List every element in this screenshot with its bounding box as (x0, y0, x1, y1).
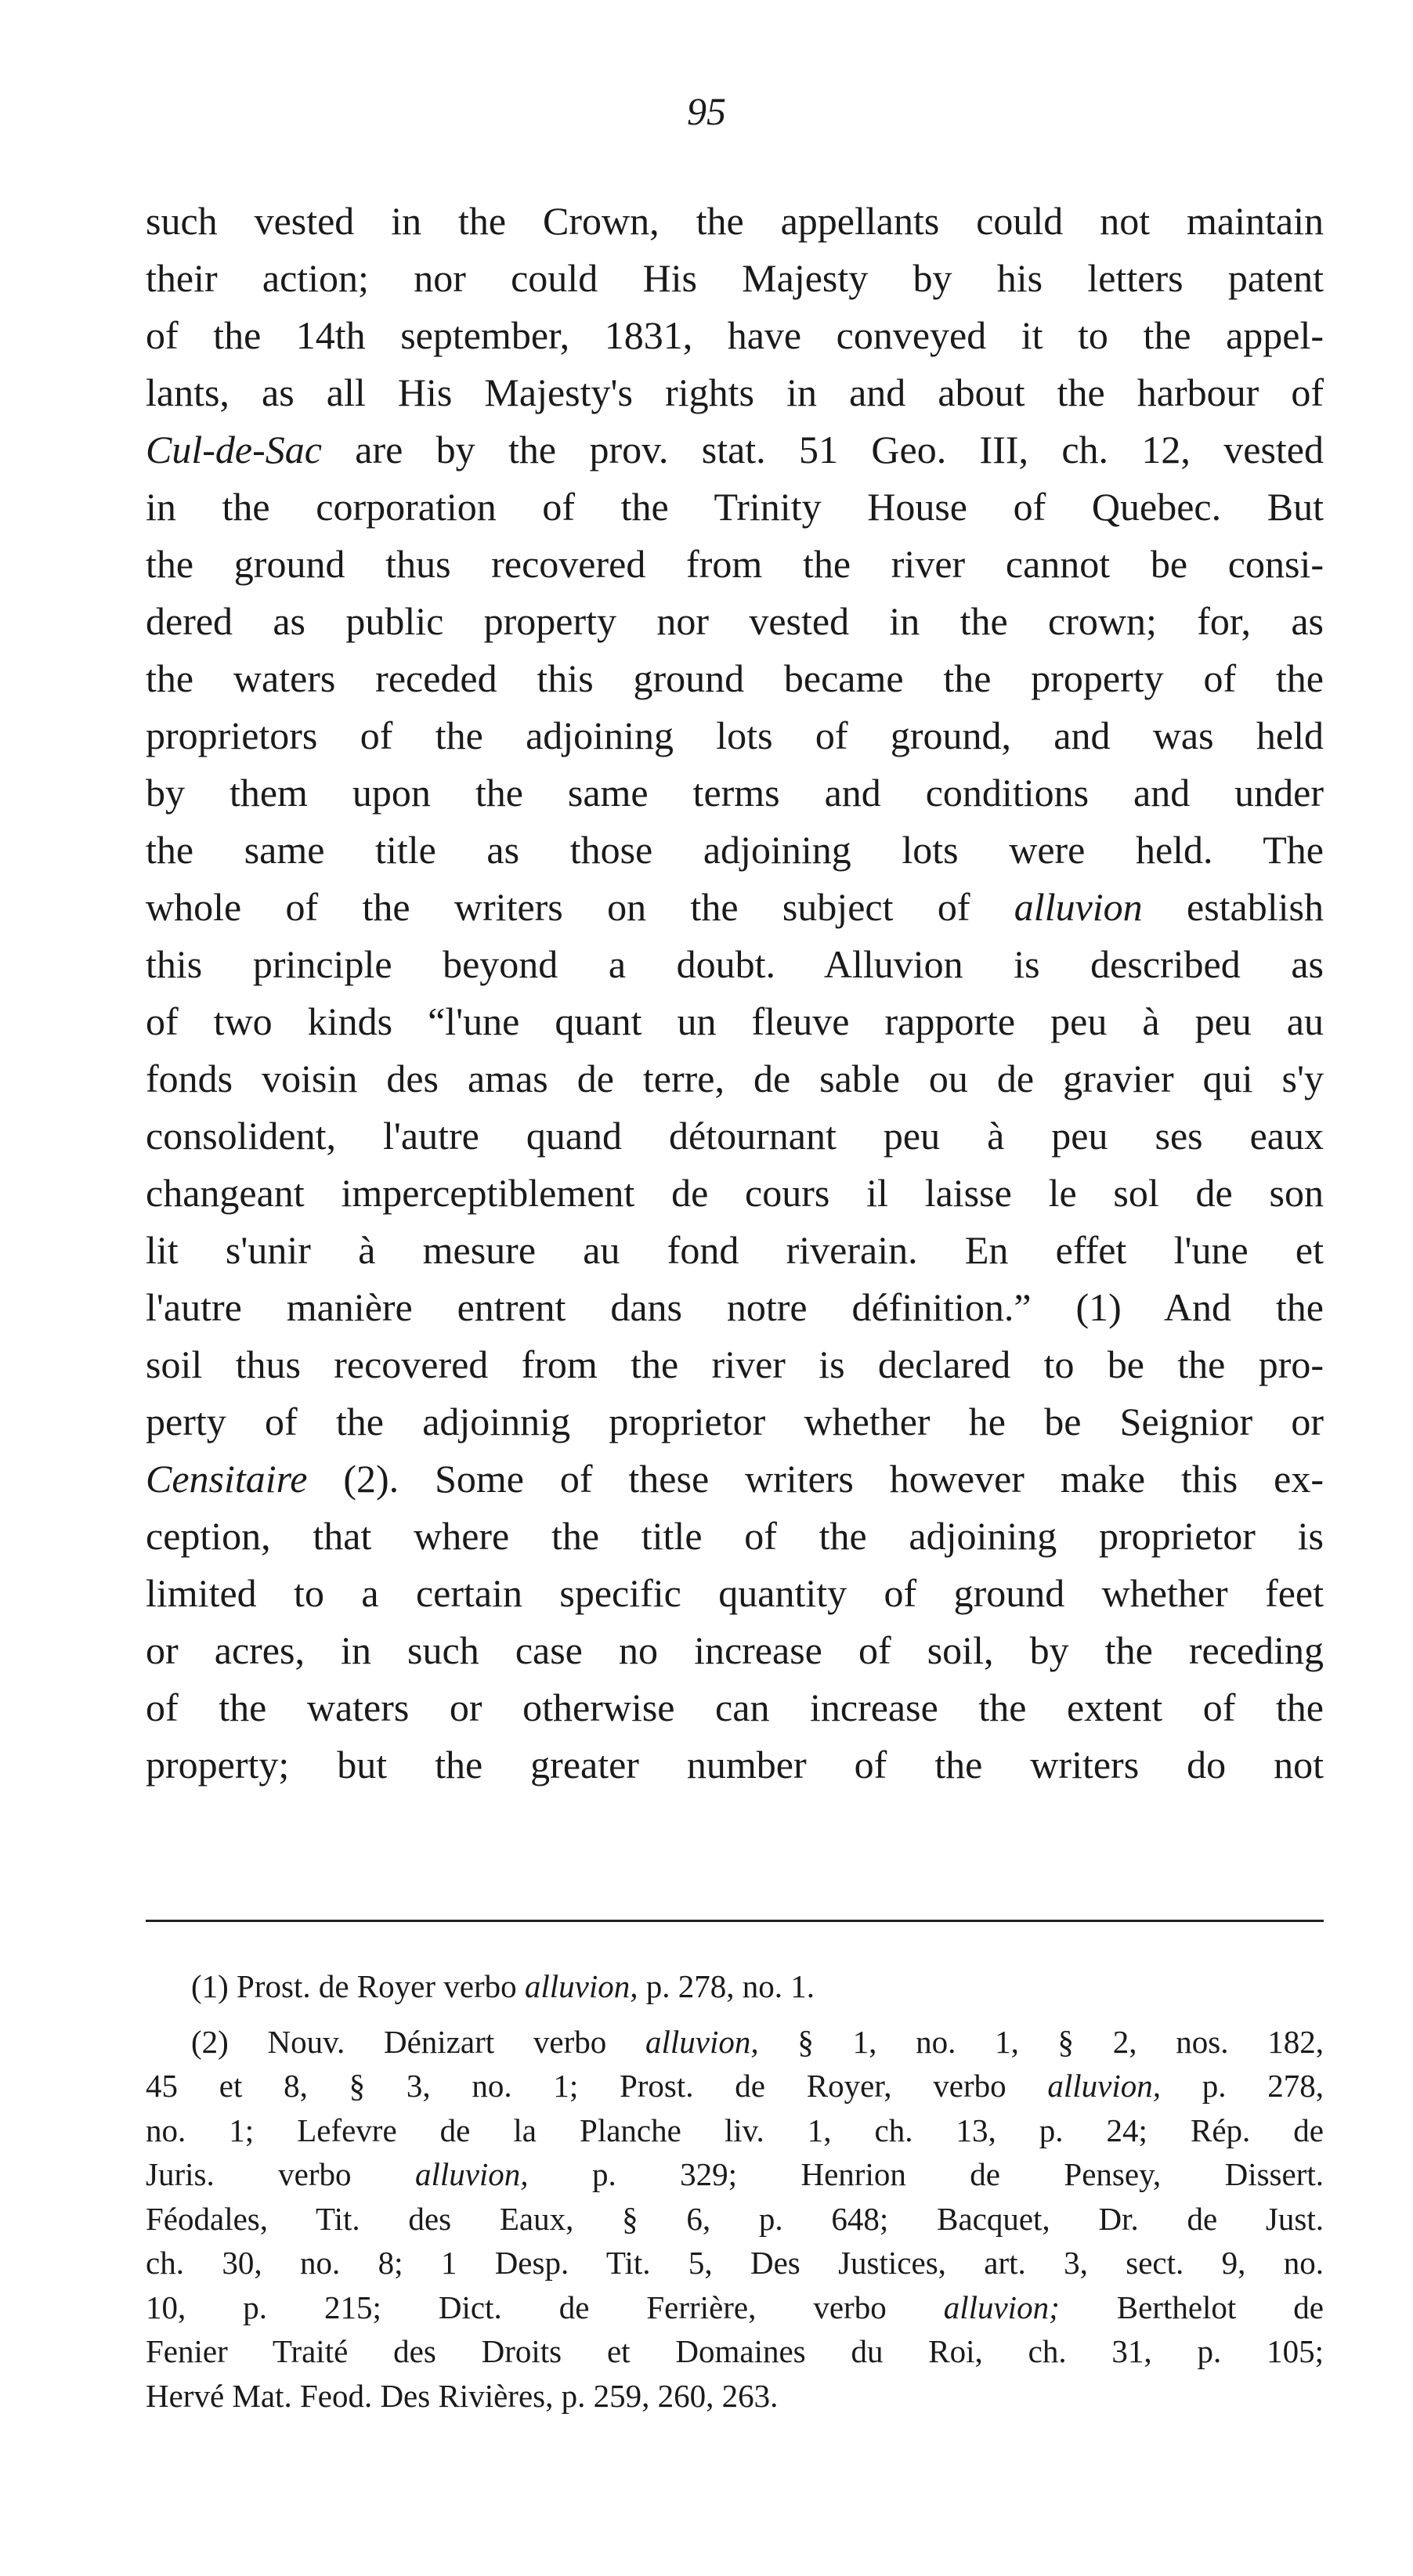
text-segment: (2) Nouv. Dénizart verbo (191, 2023, 645, 2060)
body-line: proprietors of the adjoining lots of ground, and was held (146, 714, 1324, 757)
italic-term: alluvion, (524, 1968, 638, 2004)
italic-term: Censitaire (146, 1457, 308, 1501)
text-segment: § 1, no. 1, § 2, nos. 182, (758, 2023, 1324, 2060)
body-line: the waters receded this ground became the property of the (146, 656, 1324, 700)
page-number: 95 (687, 89, 726, 133)
body-line: perty of the adjoinnig proprietor whether he be Seignior or (146, 1400, 1324, 1443)
body-line: property; but the greater number of the writers do not (146, 1743, 1324, 1787)
text-segment: whole of the writers on the subject of (146, 885, 1014, 929)
body-line: lants, as all His Majesty's rights in and about the harbour of (146, 370, 1324, 414)
text-segment: Hervé Mat. Feod. Des Rivières, p. 259, 260, 263. (146, 2377, 779, 2414)
body-line: ception, that where the title of the adjoining proprietor is (146, 1514, 1324, 1558)
italic-term: alluvion, (1047, 2068, 1161, 2104)
footnote-line (146, 2020, 1324, 2065)
text-segment: 45 et 8, § 3, no. 1; Prost. de Royer, verbo (146, 2068, 1048, 2104)
text-segment: Fenier Traité des Droits et Domaines du Roi, ch. 31, p. 105; (146, 2333, 1324, 2369)
footnote-line (146, 2197, 1324, 2242)
italic-term: Cul-de-Sac (146, 428, 322, 471)
text-segment: 10, p. 215; Dict. de Ferrière, verbo (146, 2289, 944, 2325)
body-line: such vested in the Crown, the appellants could not maintain (146, 199, 1324, 243)
footnote-divider (146, 1920, 1324, 1922)
body-line: or acres, in such case no increase of soil, by the receding (146, 1628, 1324, 1672)
text-segment: p. 329; Henrion de Pensey, Dissert. (528, 2156, 1324, 2192)
body-line: of the waters or otherwise can increase the extent of the (146, 1685, 1324, 1729)
footnote-line (146, 2329, 1324, 2374)
footnote-line (146, 2108, 1324, 2153)
text-segment: (2). Some of these writers however make this ex- (307, 1457, 1324, 1501)
text-segment: no. 1; Lefevre de la Planche liv. 1, ch. 13, p. 24; Rép. de (146, 2112, 1324, 2148)
body-line (146, 879, 1324, 936)
body-text (146, 193, 1324, 1794)
body-line: lit s'unir à mesure au fond riverain. En effet l'une et (146, 1228, 1324, 1272)
text-segment: establish (1142, 885, 1324, 929)
body-line: limited to a certain specific quantity of ground whether feet (146, 1571, 1324, 1615)
body-line: of the 14th september, 1831, have conveyed it to the appel- (146, 313, 1324, 357)
body-line (146, 421, 1324, 479)
body-line: in the corporation of the Trinity House of Quebec. But (146, 485, 1324, 529)
body-line: their action; nor could His Majesty by his letters patent (146, 256, 1324, 300)
text-segment: (1) Prost. de Royer verbo (191, 1968, 525, 2004)
footnote-line (146, 2285, 1324, 2330)
body-line (146, 1451, 1324, 1508)
footnote-line (146, 2374, 1324, 2419)
body-line: consolident, l'autre quand détournant peu à peu ses eaux (146, 1114, 1324, 1158)
text-segment: ch. 30, no. 8; 1 Desp. Tit. 5, Des Justices, art. 3, sect. 9, no. (146, 2245, 1324, 2281)
text-segment: p. 278, no. 1. (638, 1968, 815, 2004)
footnote-line (146, 2064, 1324, 2108)
text-segment: p. 278, (1161, 2068, 1324, 2104)
text-segment: are by the prov. stat. 51 Geo. III, ch. 12, vested (321, 428, 1324, 471)
body-line: this principle beyond a doubt. Alluvion is described as (146, 942, 1324, 986)
body-line: the same title as those adjoining lots were held. The (146, 828, 1324, 872)
footnote-line (146, 2241, 1324, 2285)
footnote-line (146, 1964, 1324, 2009)
footnotes (146, 1964, 1324, 2418)
text-segment: Berthelot de (1059, 2289, 1324, 2325)
body-line: of two kinds “l'une quant un fleuve rapporte peu à peu au (146, 999, 1324, 1043)
body-line: the ground thus recovered from the river cannot be consi- (146, 542, 1324, 586)
italic-term: alluvion, (645, 2023, 759, 2060)
body-line: l'autre manière entrent dans notre définition.” (1) And the (146, 1285, 1324, 1329)
body-line: changeant imperceptiblement de cours il laisse le sol de son (146, 1171, 1324, 1215)
italic-term: alluvion, (414, 2156, 529, 2192)
italic-term: alluvion; (943, 2289, 1060, 2325)
italic-term: alluvion (1014, 885, 1143, 929)
body-line: dered as public property nor vested in the crown; for, as (146, 599, 1324, 643)
text-segment: Féodales, Tit. des Eaux, § 6, p. 648; Bacquet, Dr. de Just. (146, 2200, 1324, 2237)
text-segment: Juris. verbo (146, 2156, 415, 2192)
body-line: soil thus recovered from the river is declared to be the pro- (146, 1342, 1324, 1386)
body-line: by them upon the same terms and conditions and under (146, 771, 1324, 815)
footnote-line (146, 2152, 1324, 2197)
body-line: fonds voisin des amas de terre, de sable ou de gravier qui s'y (146, 1057, 1324, 1100)
